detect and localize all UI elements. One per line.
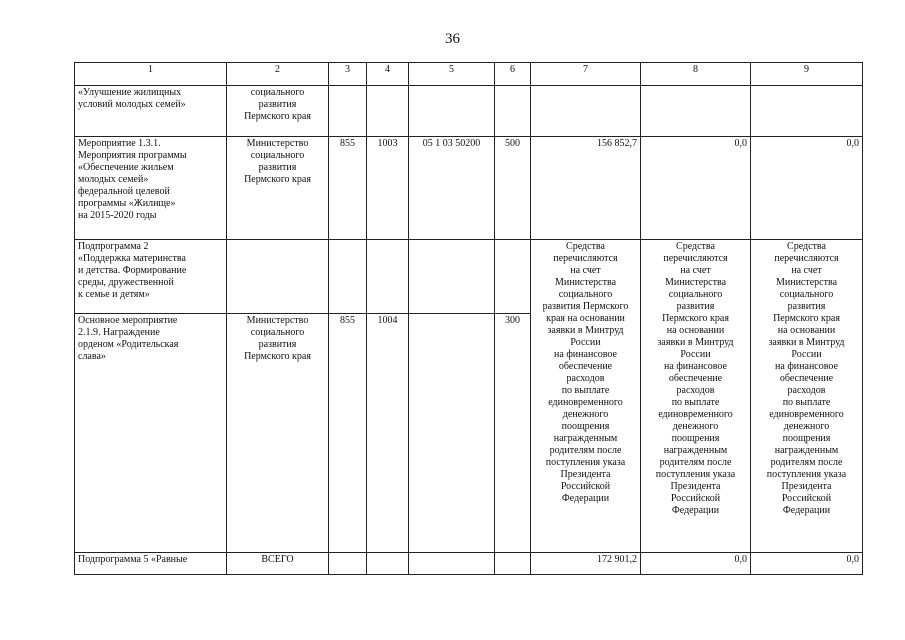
- executor-cell: ВСЕГО: [227, 553, 329, 575]
- program-name-cell: Подпрограмма 5 «Равные: [75, 553, 227, 575]
- target-code-cell: 05 1 03 50200: [409, 137, 495, 240]
- expense-type-cell: 300: [495, 314, 531, 553]
- empty-cell: [227, 240, 329, 314]
- empty-cell: [409, 240, 495, 314]
- amount-cell-col7: 156 852,7: [531, 137, 641, 240]
- empty-cell: [495, 553, 531, 575]
- table-row: [75, 86, 863, 137]
- header-col-2: 2: [227, 63, 329, 86]
- amount-cell-col9: 0,0: [751, 553, 863, 575]
- amount-cell-col8: 0,0: [641, 553, 751, 575]
- empty-cell: [531, 86, 641, 137]
- executor-cell: социального развития Пермского края: [227, 86, 329, 137]
- header-col-5: 5: [409, 63, 495, 86]
- executor-cell: Министерство социального развития Пермского края: [227, 314, 329, 553]
- empty-cell: [367, 240, 409, 314]
- funding-note-cell-col7: Средства перечисляются на счет Министерства социального развития Пермского края на основании заявки в Минтруд России на финансовое обеспечение расходов по выплате единовременного денежного поощрения награжденным родителям после поступления указа Президента Российской Федерации: [531, 240, 641, 553]
- header-col-3: 3: [329, 63, 367, 86]
- budget-table: [74, 62, 863, 575]
- expense-type-cell: 500: [495, 137, 531, 240]
- empty-cell: [641, 86, 751, 137]
- page-number: 36: [445, 31, 460, 47]
- section-code-cell: 1004: [367, 314, 409, 553]
- funding-note-cell-col9: Средства перечисляются на счет Министерства социального развития Пермского края на основании заявки в Минтруд России на финансовое обеспечение расходов по выплате единовременного денежного поощрения награжденным родителям после поступления указа Президента Российской Федерации: [751, 240, 863, 553]
- table-row: [75, 137, 863, 240]
- empty-cell: [367, 553, 409, 575]
- amount-cell-col8: 0,0: [641, 137, 751, 240]
- header-col-1: 1: [75, 63, 227, 86]
- empty-cell: [409, 314, 495, 553]
- empty-cell: [329, 240, 367, 314]
- empty-cell: [751, 86, 863, 137]
- header-row: [75, 63, 863, 86]
- header-col-9: 9: [751, 63, 863, 86]
- empty-cell: [409, 86, 495, 137]
- empty-cell: [495, 86, 531, 137]
- section-code-cell: 1003: [367, 137, 409, 240]
- amount-cell-col7: 172 901,2: [531, 553, 641, 575]
- program-name-cell: Подпрограмма 2 «Поддержка материнства и детства. Формирование среды, дружественной к семье и детям»: [75, 240, 227, 314]
- empty-cell: [495, 240, 531, 314]
- empty-cell: [329, 86, 367, 137]
- header-col-4: 4: [367, 63, 409, 86]
- ministry-code-cell: 855: [329, 137, 367, 240]
- empty-cell: [329, 553, 367, 575]
- header-col-6: 6: [495, 63, 531, 86]
- amount-cell-col9: 0,0: [751, 137, 863, 240]
- table-row: [75, 553, 863, 575]
- program-name-cell: «Улучшение жилищных условий молодых семей»: [75, 86, 227, 137]
- ministry-code-cell: 855: [329, 314, 367, 553]
- table-row: [75, 240, 863, 314]
- empty-cell: [409, 553, 495, 575]
- header-col-7: 7: [531, 63, 641, 86]
- executor-cell: Министерство социального развития Пермского края: [227, 137, 329, 240]
- program-name-cell: Мероприятие 1.3.1. Мероприятия программы «Обеспечение жильем молодых семей» федеральной целевой программы «Жилище» на 2015-2020 годы: [75, 137, 227, 240]
- program-name-cell: Основное мероприятие 2.1.9. Награждение орденом «Родительская слава»: [75, 314, 227, 553]
- header-col-8: 8: [641, 63, 751, 86]
- empty-cell: [367, 86, 409, 137]
- funding-note-cell-col8: Средства перечисляются на счет Министерства социального развития Пермского края на основании заявки в Минтруд России на финансовое обеспечение расходов по выплате единовременного денежного поощрения награжденным родителям после поступления указа Президента Российской Федерации: [641, 240, 751, 553]
